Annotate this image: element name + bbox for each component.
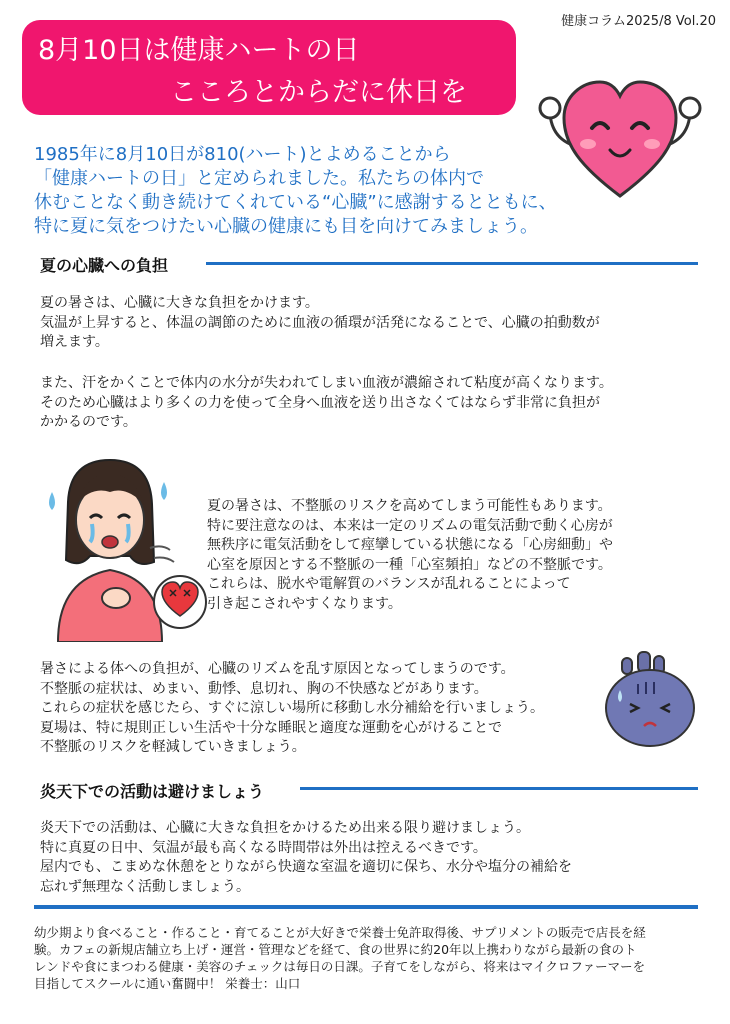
intro-line: 1985年に8月10日が810(ハート)とよめることから <box>34 144 451 165</box>
footer-line: 験。カフェの新規店舗立ち上げ・運営・管理などを経て、食の世界に約20年以上携わりながら最新の食のト <box>34 942 637 957</box>
para-line: 屋内でも、こまめな休憩をとりながら快適な室温を適切に保ち、水分や塩分の補給を <box>40 859 572 875</box>
para-line: これらの症状を感じたら、すぐに涼しい場所に移動し水分補給を行いましょう。 <box>40 700 544 716</box>
para-line: また、汗をかくことで体内の水分が失われてしまい血液が濃縮されて粘度が高くなります。 <box>40 375 613 391</box>
paragraph-2 <box>40 374 613 433</box>
para-line: 心室を原因とする不整脈の一種「心室頻拍」などの不整脈です。 <box>207 556 612 573</box>
intro-text <box>34 143 574 239</box>
section-heading-summer-heart: 夏の心臓への負担 <box>40 256 169 275</box>
paragraph-3 <box>207 497 613 614</box>
para-line: 夏の暑さは、心臓に大きな負担をかけます。 <box>40 295 319 311</box>
footer-line: 目指してスクールに通い奮闘中！ 栄養士：山口 <box>34 976 301 991</box>
footer-line: 幼少期より食べること・作ること・育てることが大好きで栄養士免許取得後、サプリメントの販売で店長を経 <box>34 925 646 940</box>
para-line: かかるのです。 <box>40 414 137 430</box>
para-line: 忘れず無理なく活動しましょう。 <box>40 878 250 895</box>
tired-heart-icon <box>600 650 700 750</box>
intro-line: 特に夏に気をつけたい心臓の健康にも目を向けてみましょう。 <box>34 216 538 237</box>
para-line: 夏の暑さは、不整脈のリスクを高めてしまう可能性もあります。 <box>207 498 612 514</box>
author-profile <box>34 924 698 992</box>
section-heading-avoid-heat: 炎天下での活動は避けましょう <box>40 782 265 801</box>
paragraph-5 <box>40 819 572 897</box>
title-banner <box>22 20 516 115</box>
paragraph-1 <box>40 294 600 353</box>
section-divider <box>300 787 698 790</box>
footer-divider <box>34 905 698 909</box>
para-line: 特に要注意なのは、本来は一定のリズムの電気活動で動く心房が <box>207 517 613 534</box>
hot-woman-icon <box>38 452 208 642</box>
paragraph-4 <box>40 660 544 758</box>
footer-line: レンドや食にまつわる健康・美容のチェックは毎日の日課。子育てをしながら、将来はマイクロファーマーを <box>34 959 646 974</box>
issue-label: 健康コラム2025/8 Vol.20 <box>561 14 716 29</box>
title-line-1: 8月10日は健康ハートの日 <box>38 35 360 66</box>
para-line: 引き起こされやすくなります。 <box>207 595 402 612</box>
para-line: 炎天下での活動は、心臓に大きな負担をかけるため出来る限り避けましょう。 <box>40 820 530 836</box>
section-divider <box>206 262 698 265</box>
para-line: これらは、脱水や電解質のバランスが乱れることによって <box>207 576 571 592</box>
para-line: 不整脈のリスクを軽減していきましょう。 <box>40 739 306 755</box>
para-line: 無秩序に電気活動をして痙攣している状態になる「心房細動」や <box>207 537 613 553</box>
para-line: 特に真夏の日中、気温が最も高くなる時間帯は外出は控えるべきです。 <box>40 839 487 856</box>
title-line-2: こころとからだに休日を <box>170 77 467 108</box>
para-line: 増えます。 <box>40 334 109 350</box>
intro-line: 「健康ハートの日」と定められました。私たちの体内で <box>34 168 484 189</box>
para-line: そのため心臓はより多くの力を使って全身へ血液を送り出さなくてはならず非常に負担が <box>40 394 600 411</box>
intro-line: 休むことなく動き続けてくれている“心臓”に感謝するとともに、 <box>34 192 557 213</box>
para-line: 夏場は、特に規則正しい生活や十分な睡眠と適度な運動を心がけることで <box>40 719 502 736</box>
para-line: 気温が上昇すると、体温の調節のために血液の循環が活発になることで、心臓の拍動数が <box>40 314 600 331</box>
para-line: 暑さによる体への負担が、心臓のリズムを乱す原因となってしまうのです。 <box>40 661 515 677</box>
para-line: 不整脈の症状は、めまい、動悸、息切れ、胸の不快感などがあります。 <box>40 680 488 697</box>
